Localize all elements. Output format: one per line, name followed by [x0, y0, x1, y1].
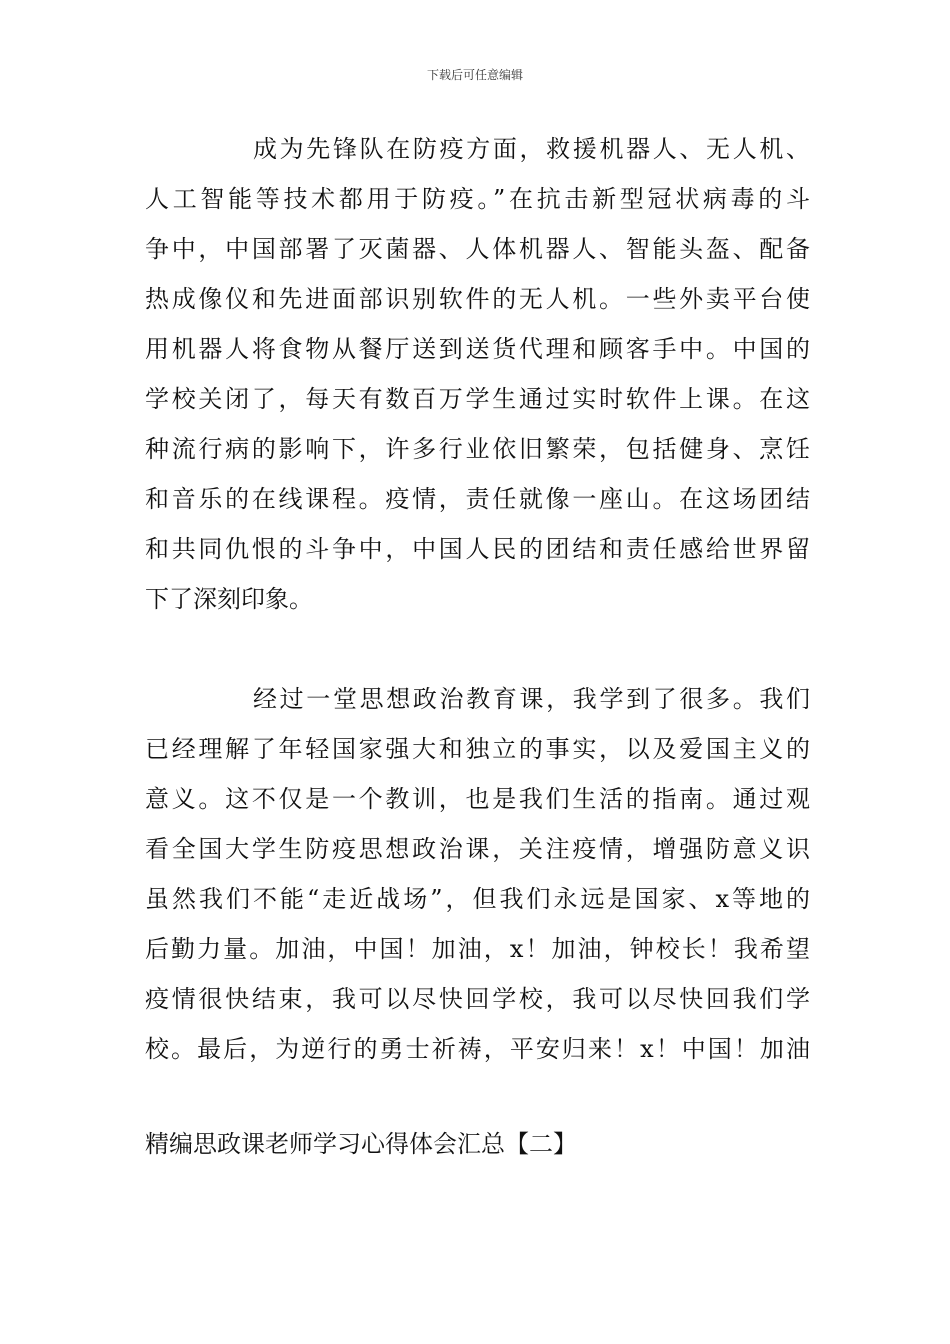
paragraph-line: 人工智能等技术都用于防疫。”在抗击新型冠状病毒的斗	[145, 185, 810, 213]
paragraph-line: 成为先锋队在防疫方面，救援机器人、无人机、	[253, 135, 810, 163]
paragraph-line: 和音乐的在线课程。疫情，责任就像一座山。在这场团结	[145, 485, 810, 513]
paragraph-line: 经过一堂思想政治教育课，我学到了很多。我们	[253, 685, 810, 713]
paragraph-line: 用机器人将食物从餐厅送到送货代理和顾客手中。中国的	[145, 335, 810, 363]
paragraph-line: 看全国大学生防疫思想政治课，关注疫情，增强防意义识	[145, 835, 810, 863]
paragraph-line: 和共同仇恨的斗争中，中国人民的团结和责任感给世界留	[145, 535, 810, 563]
paragraph-line: 已经理解了年轻国家强大和独立的事实，以及爱国主义的	[145, 735, 810, 763]
paragraph-line: 学校关闭了，每天有数百万学生通过实时软件上课。在这	[145, 385, 810, 413]
paragraph-line: 虽然我们不能“走近战场”，但我们永远是国家、x等地的	[145, 885, 810, 913]
paragraph-line: 热成像仪和先进面部识别软件的无人机。一些外卖平台使	[145, 285, 810, 313]
header-note: 下载后可任意编辑	[426, 68, 523, 82]
paragraph-2	[145, 674, 810, 1074]
paragraph-line: 下了深刻印象。	[145, 585, 313, 613]
paragraph-line: 疫情很快结束，我可以尽快回学校，我可以尽快回我们学	[145, 985, 810, 1013]
paragraph-line: 校。最后，为逆行的勇士祈祷，平安归来！x！中国！加油	[145, 1035, 810, 1063]
paragraph-line: 种流行病的影响下，许多行业依旧繁荣，包括健身、烹饪	[145, 435, 810, 463]
paragraph-1	[145, 124, 810, 624]
paragraph-line: 意义。这不仅是一个教训，也是我们生活的指南。通过观	[145, 785, 810, 813]
paragraph-line: 后勤力量。加油，中国！加油，x！加油，钟校长！我希望	[145, 935, 810, 963]
section-heading: 精编思政课老师学习心得体会汇总【二】	[145, 1130, 577, 1158]
paragraph-line: 争中，中国部署了灭菌器、人体机器人、智能头盔、配备	[145, 235, 810, 263]
